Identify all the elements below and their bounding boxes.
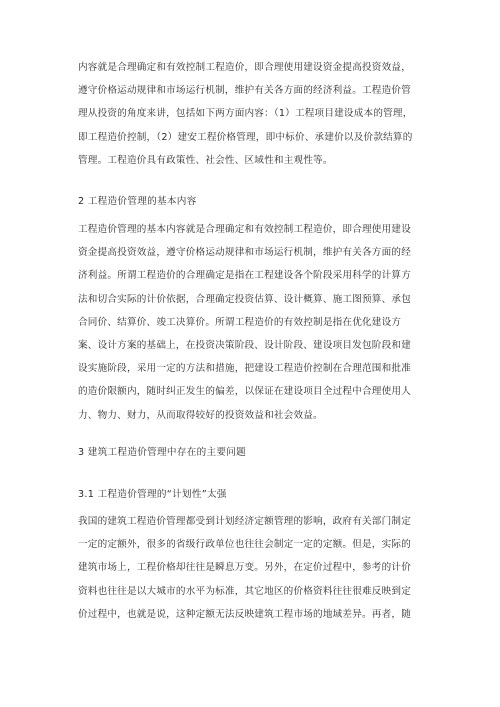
paragraph-line: 管理。工程造价具有政策性、社会性、区域性和主观性等。 bbox=[78, 154, 333, 166]
paragraph-line: 资料也往往是以大城市的水平为标准，其它地区的价格资料往往很难反映到定 bbox=[78, 585, 411, 597]
paragraph-line: 力、物力、财力，从而取得较好的投资效益和社会效益。 bbox=[78, 409, 323, 421]
paragraph-line: 我国的建筑工程造价管理都受到计划经济定额管理的影响，政府有关部门制定 bbox=[78, 516, 411, 527]
paragraph-line: 案、设计方案的基础上，在投资决策阶段、设计阶段、建设项目发包阶段和建 bbox=[78, 339, 411, 351]
paragraph-line: 内容就是合理确定和有效控制工程造价，即合理使用建设资金提高投资效益， bbox=[78, 62, 411, 73]
paragraph-line: 法和切合实际的计价依据，合理确定投资估算、设计概算、施工图预算、承包 bbox=[78, 293, 411, 305]
paragraph-line: 工程造价管理的基本内容就是合理确定和有效控制工程造价，即合理使用建设 bbox=[78, 224, 411, 235]
paragraph-line: 的造价限额内，随时纠正发生的偏差，以保证在建设项目全过程中合理使用人 bbox=[78, 386, 411, 398]
paragraph-line: 一定的定额外，很多的省级行政单位也往往会制定一定的定额。但是，实际的 bbox=[78, 539, 411, 551]
paragraph-line: 理从投资的角度来讲，包括如下两方面内容：（1）工程项目建设成本的管理， bbox=[78, 108, 413, 120]
paragraph-line: 设实施阶段，采用一定的方法和措施，把建设工程造价控制在合理范围和批准 bbox=[78, 363, 411, 375]
paragraph-line: 遵守价格运动规律和市场运行机制，维护有关各方面的经济利益。工程造价管 bbox=[78, 85, 411, 97]
paragraph-line: 价过程中，也就是说，这种定额无法反映建筑工程市场的地域差异。再者，随 bbox=[78, 608, 411, 620]
paragraph-line: 即工程造价控制，（2）建安工程价格管理，即中标价、承建价以及价款结算的 bbox=[78, 131, 413, 143]
paragraph-line: 资金提高投资效益，遵守价格运动规律和市场运行机制，维护有关各方面的经 bbox=[78, 247, 411, 259]
paragraph-1 bbox=[78, 56, 422, 172]
paragraph-line: 济利益。所谓工程造价的合理确定是指在工程建设各个阶段采用科学的计算方 bbox=[78, 270, 411, 282]
paragraph-3 bbox=[78, 510, 422, 626]
paragraph-line: 合同价、结算价、竣工决算价。所谓工程造价的有效控制是指在优化建设方 bbox=[78, 316, 402, 328]
subsection-heading-3-1: 3.1 工程造价管理的“计划性”太强 bbox=[78, 489, 227, 500]
section-heading-3: 3 建筑工程造价管理中存在的主要问题 bbox=[78, 447, 247, 458]
section-heading-2: 2 工程造价管理的基本内容 bbox=[78, 196, 197, 207]
paragraph-2 bbox=[78, 218, 422, 427]
paragraph-line: 建筑市场上，工程价格却往往是瞬息万变。另外，在定价过程中，参考的计价 bbox=[78, 562, 411, 574]
